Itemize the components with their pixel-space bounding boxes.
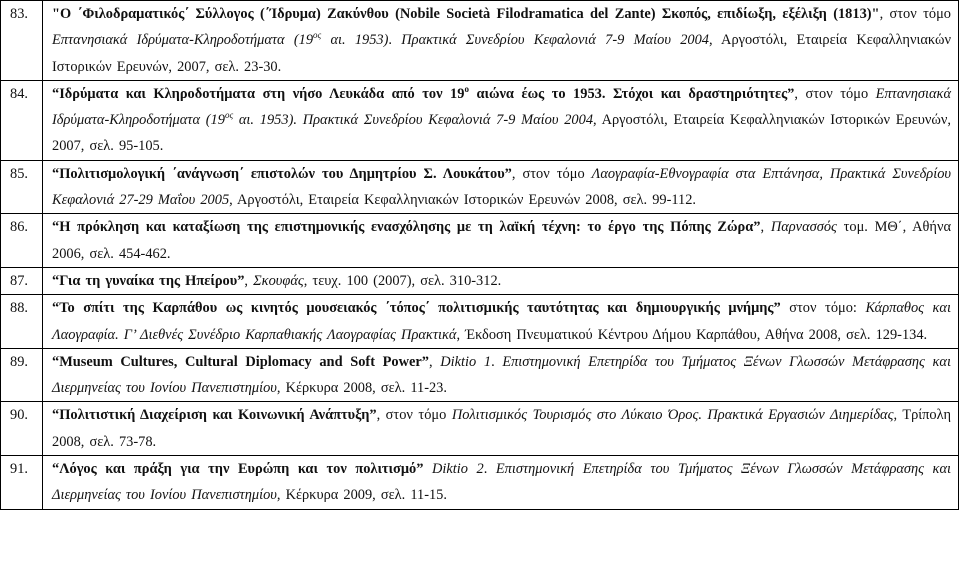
- superscript-text: ος: [224, 110, 234, 121]
- publication-number: 84.: [1, 80, 43, 160]
- citation-title: “Η πρόκληση και καταξίωση της επιστημονικής ενασχόλησης με τη λαϊκή τέχνη: το έργο της Πόπης Ζώρα”: [52, 219, 761, 236]
- citation-text: τομ. ΜΘ΄, Αθήνα 2006, σελ. 454-462.: [52, 219, 951, 262]
- citation-text: , Κέρκυρα 2009, σελ. 11-15.: [276, 487, 447, 504]
- publication-number: 85.: [1, 160, 43, 214]
- publications-list: [1, 1, 959, 510]
- citation-text: , στον τόμο: [511, 165, 592, 182]
- publication-citation: [43, 348, 959, 402]
- superscript-text: ος: [313, 30, 322, 41]
- publication-citation: [43, 267, 959, 294]
- citation-source: Diktio 2: [431, 461, 484, 478]
- publication-citation: [43, 214, 959, 268]
- citation-source: Επιστημονική Επετηρίδα του Τμήματος Ξένων Γλωσσών Μετάφρασης και Διερμηνείας του Ιονίου Πανεπιστημίου: [52, 353, 951, 397]
- publication-citation: [43, 456, 959, 510]
- citation-text: , στον τόμο: [794, 85, 876, 102]
- publication-row: [1, 348, 959, 402]
- citation-text: , Τρίπολη 2008, σελ. 73-78.: [52, 407, 951, 450]
- citation-text: , Αργοστόλι, Εταιρεία Κεφαλληνιακών Ιστορικών Ερευνών 2008, σελ. 99-112.: [229, 192, 697, 209]
- citation-text: ,: [760, 219, 771, 236]
- citation-title: “Ιδρύματα και Κληροδοτήματα στη νήσο Λευκάδα από τον 19: [52, 85, 465, 102]
- citation-title: "Ο ΄Φιλοδραματικός΄ Σύλλογος (΄Ίδρυμα) Ζακύνθου (Nobile Società Filodramatica del Zante) Σκοπός, επιδίωξη, εξέλιξη (1813)": [52, 6, 880, 22]
- publication-number: 86.: [1, 214, 43, 268]
- citation-text: , στον τόμο: [879, 6, 951, 22]
- citation-text: .: [483, 461, 496, 478]
- publication-citation: [43, 1, 959, 81]
- publication-citation: [43, 402, 959, 456]
- citation-text: ,: [429, 353, 441, 370]
- publication-number: 90.: [1, 402, 43, 456]
- citation-text: [423, 461, 432, 477]
- citation-title: αιώνα έως το 1953. Στόχοι και δραστηριότητες”: [468, 85, 795, 102]
- citation-text: ,: [244, 272, 254, 289]
- citation-text: , τευχ. 100 (2007), σελ. 310-312.: [303, 272, 502, 289]
- citation-source: Επτανησιακά Ιδρύματα-Κληροδοτήματα (19: [52, 32, 314, 49]
- citation-source: αι. 1953). Πρακτικά Συνεδρίου Κεφαλονιά 7-9 Μαίου 2004: [233, 112, 594, 129]
- citation-source: Diktio 1: [440, 353, 492, 370]
- citation-title: “Για τη γυναίκα της Ηπείρου”: [52, 272, 245, 289]
- citation-source: Λαογραφία-Εθνογραφία στα Επτάνησα, Πρακτικά Συνεδρίου Κεφαλονιά 27-29 Μαΐου 2005: [52, 165, 951, 209]
- citation-text: , Έκδοση Πνευματικού Κέντρου Δήμου Καρπάθου, Αθήνα 2008, σελ. 129-134.: [456, 326, 928, 343]
- publication-row: [1, 214, 959, 268]
- publication-citation: [43, 295, 959, 349]
- citation-text: , Αργοστόλι, Εταιρεία Κεφαλληνιακών Ιστορικών Ερευνών, 2007, σελ. 23-30.: [52, 32, 951, 75]
- citation-source: Σκουφάς: [253, 272, 304, 289]
- citation-source: Πρακτικά Συνεδρίου Κεφαλονιά 7-9 Μαίου 2004: [401, 32, 709, 49]
- citation-title: “Λόγος και πράξη για την Ευρώπη και τον πολιτισμό”: [52, 461, 424, 478]
- citation-source: Κάρπαθος και Λαογραφία. Γ’ Διεθνές Συνέδριο Καρπαθιακής Λαογραφίας Πρακτικά: [52, 300, 951, 343]
- publication-citation: [43, 80, 959, 160]
- publication-row: [1, 402, 959, 456]
- citation-text: , Κέρκυρα 2008, σελ. 11-23.: [276, 380, 447, 397]
- citation-text: στον τόμο:: [780, 300, 866, 317]
- citation-source: Επτανησιακά Ιδρύματα-Κληροδοτήματα (19: [52, 85, 952, 129]
- citation-text: , στον τόμο: [376, 407, 452, 424]
- citation-source: αι. 1953): [321, 32, 389, 49]
- publication-row: [1, 267, 959, 294]
- publication-row: [1, 80, 959, 160]
- citation-text: .: [388, 32, 402, 49]
- publication-number: 87.: [1, 267, 43, 294]
- citation-title: “Το σπίτι της Καρπάθου ως κινητός μουσειακός ΄τόπος΄ πολιτισμικής ταυτότητας και δημιουργικής μνήμης”: [52, 300, 781, 317]
- citation-title: “Πολιτισμολογική ΄ανάγνωση΄ επιστολών του Δημητρίου Σ. Λουκάτου”: [52, 165, 512, 182]
- publication-row: [1, 1, 959, 81]
- publication-number: 88.: [1, 295, 43, 349]
- citation-source: Πολιτισμικός Τουρισμός στο Λύκαιο Όρος. Πρακτικά Εργασιών Διημερίδας: [451, 407, 894, 424]
- publication-number: 91.: [1, 456, 43, 510]
- publication-row: [1, 295, 959, 349]
- superscript-text: ο: [464, 83, 469, 94]
- citation-title: “Πολιτιστική Διαχείριση και Κοινωνική Ανάπτυξη”: [52, 407, 377, 424]
- citation-text: , Αργοστόλι, Εταιρεία Κεφαλληνιακών Ιστορικών Ερευνών, 2007, σελ. 95-105.: [52, 112, 951, 155]
- citation-source: Παρνασσός: [770, 219, 837, 236]
- publication-number: 83.: [1, 1, 43, 81]
- publication-row: [1, 456, 959, 510]
- citation-title: “Museum Cultures, Cultural Diplomacy and Soft Power”: [52, 353, 429, 370]
- publication-number: 89.: [1, 348, 43, 402]
- publication-citation: [43, 160, 959, 214]
- publication-row: [1, 160, 959, 214]
- citation-text: .: [491, 353, 503, 370]
- citation-source: Επιστημονική Επετηρίδα του Τμήματος Ξένων Γλωσσών Μετάφρασης και Διερμηνείας του Ιονίου Πανεπιστημίου: [52, 461, 952, 504]
